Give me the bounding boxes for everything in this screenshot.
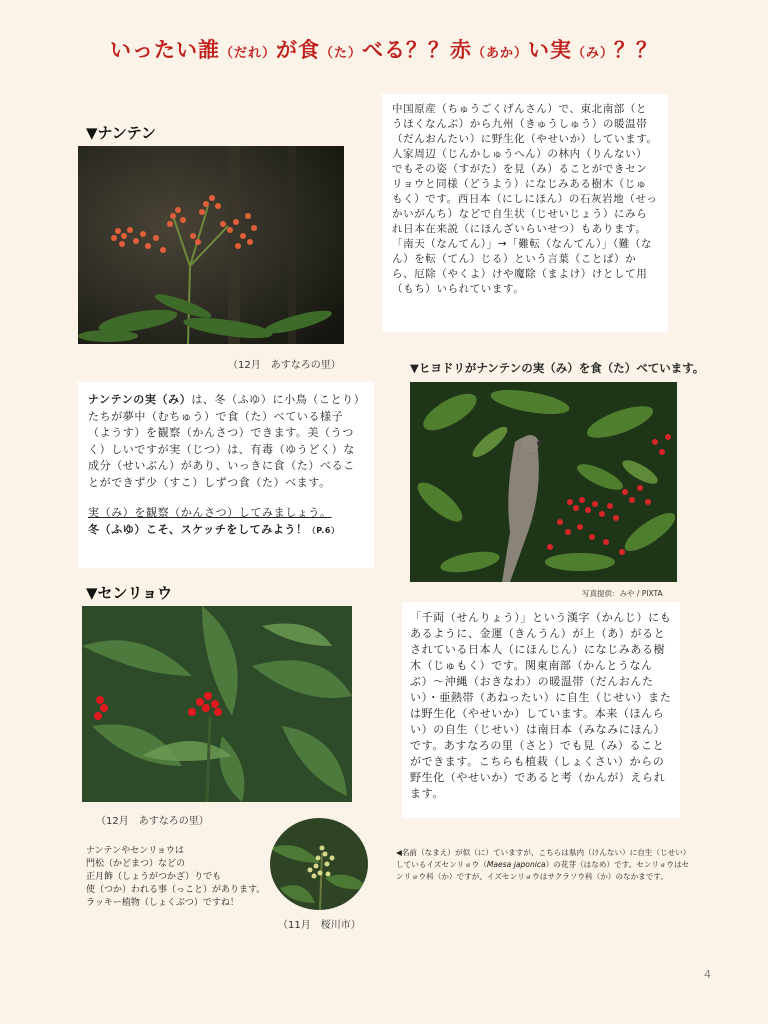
lucky-line: 使（つか）われる事（っこと）があります。 <box>86 885 266 895</box>
sketch-page-ref: （P.6） <box>307 525 340 535</box>
senryo-photo-caption: （12月 あすなろの里） <box>96 816 209 827</box>
nanten-fruit-label: ナンテンの実（み） <box>88 393 192 406</box>
nanten-fruit-text: は、冬（ふゆ）に小鳥（ことり）たちが夢中（むちゅう）で食（た）べている様子（ようす）を観察（かんさつ）できます。美（うつく）しいですが実（じつ）は、有毒（ゆうどく）な成分（せいぶん）があり、いっきに食（た）べることができず少（すこ）しずつ食（た）べます。 <box>88 393 360 489</box>
title-part: い実 <box>528 38 573 62</box>
observe-line: 実（み）を観察（かんさつ）してみましょう。 <box>88 506 332 519</box>
sketch-line <box>88 522 364 540</box>
izusenryo-scientific-name: Maesa japonica <box>486 860 546 869</box>
bird-heading: ▼ヒヨドリがナンテンの実（み）を食（た）べています。 <box>410 361 705 375</box>
sketch-line-text: 冬（ふゆ）こそ、スケッチをしてみよう！ <box>88 522 308 536</box>
lucky-line: 門松（かどまつ）などの <box>86 859 186 869</box>
lucky-line: 正月飾（しょうがつかざ）りでも <box>86 872 222 882</box>
izusenryo-note <box>396 847 696 883</box>
nanten-fruit-paragraph <box>88 392 364 491</box>
izusenryo-photo <box>270 818 368 910</box>
nanten-photo-caption: （12月 あすなろの里） <box>228 360 341 371</box>
lucky-line: ラッキー植物（しょくぶつ）ですね！ <box>86 898 239 908</box>
page-title <box>0 34 768 64</box>
nanten-heading: ▼ナンテン <box>86 124 157 142</box>
nanten-origin-text: 中国原産（ちゅうごくげんさん）で、東北南部（とうほくなんぶ）から九州（きゅうしゅう）の暖温帯（だんおんたい）に野生化（やせいか）しています。人家周辺（じんかしゅうへん）の林内（りんない）でもその姿（すがた）を見（み）ることができセンリョウと同様（どうよう）になじみある樹木（じゅもく）です。西日本（にしにほん）の石灰岩地（せっかいがんち）などで自生状（じせいじょう）にみられ日本在来説（にほんざいらいせつ）もあります。「南天（なんてん）」→「難転（なんてん）」（難（なん）を転（てん）じる）という言葉（ことば）から、厄除（やくよ）けや魔除（まよけ）けとして用（もち）いられています。 <box>392 103 658 295</box>
nanten-fruit-box <box>78 382 374 568</box>
senryo-heading: ▼センリョウ <box>86 584 173 602</box>
lucky-plant-note <box>86 845 276 910</box>
title-ruby: （だれ） <box>219 46 276 61</box>
senryo-text: 「千両（せんりょう）」という漢字（かんじ）にもあるように、金運（きんうん）が上（あ）がるとされている日本人（にほんじん）になじみある樹木（じゅもく）です。関東南部（かんとうなんぶ）〜沖縄（おきなわ）の暖温帯（だんおんたい）・亜熱帯（あねったい）に自生（じせい）または野生化（やせいか）しています。本来（ほんらい）の自生（じせい）は南日本（みなみにほん）です。あすなろの里（さと）でも見（み）ることができます。こちらも植栽（しょくさい）からの野生化（やせいか）であると考（かんが）えられます。 <box>410 611 672 800</box>
bird-photo-credit: 写真提供：みや / PIXTA <box>582 589 663 598</box>
izusenryo-caption: （11月 桜川市） <box>278 920 361 931</box>
title-part: が食 <box>275 38 320 62</box>
lucky-line: ナンテンやセンリョウは <box>86 846 184 856</box>
title-part: ？？ <box>614 38 659 62</box>
title-part: いったい誰 <box>109 38 220 62</box>
title-ruby: （あか） <box>472 46 529 61</box>
page-number: 4 <box>704 968 711 981</box>
izusenryo-note-text: ）の花芽（はなめ）です。センリョウはセンリョウ科（か）ですが、イズセンリョウはサクラソウ科（か）のなかまです。 <box>396 860 690 881</box>
senryo-text-box <box>402 602 680 818</box>
title-ruby: （み） <box>572 46 615 61</box>
title-part: べる？？赤 <box>362 38 472 62</box>
bird-photo <box>410 382 677 582</box>
title-ruby: （た） <box>319 46 362 61</box>
nanten-photo <box>78 146 344 344</box>
izusenryo-note-text: ◀名前（なまえ）が似（に）ていますが、こちらは県内（けんない）に自生（じせい）しているイズセンリョウ（ <box>396 848 691 869</box>
nanten-origin-box <box>382 94 668 332</box>
senryo-photo <box>82 606 352 802</box>
